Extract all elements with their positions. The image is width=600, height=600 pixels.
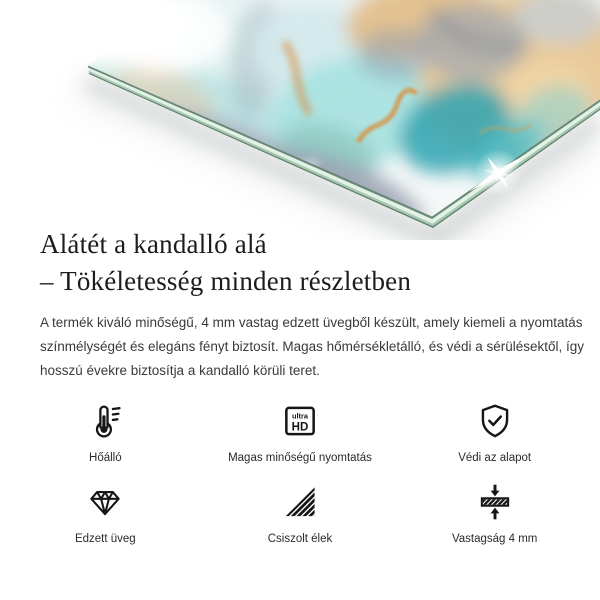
shield-check-icon [474,400,516,442]
ultra-hd-icon-text-top: ultra [292,411,308,421]
page-title-line1: Alátét a kandalló alá [40,229,267,259]
page-title-line2: – Tökéletesség minden részletben [40,266,412,296]
feature-grid [8,400,592,546]
feature-label: Védi az alapot [458,452,532,464]
feature-label: Vastagság 4 mm [451,533,538,545]
thermometer-icon [84,400,126,442]
feature-tempered-glass [8,481,203,546]
thickness-arrows-icon [474,481,516,523]
feature-base-protection [397,400,592,465]
ultra-hd-icon-text-bottom: HD [291,421,309,434]
description-line: színmélységét és elegáns fényt biztosít. Magas hőmérsékletálló, és védi a sérülésektől, így [40,339,585,354]
feature-label: Hőálló [89,452,122,464]
feature-polished-edges [203,481,398,546]
feature-label: Csiszolt élek [267,533,333,545]
feature-label: Magas minőségű nyomtatás [228,452,372,464]
feature-thickness [397,481,592,546]
diamond-icon [84,481,126,523]
description-line: A termék kiváló minőségű, 4 mm vastag edzett üvegből készült, amely kiemeli a nyomtatás [40,315,583,330]
ultra-hd-icon [279,400,321,442]
page-title [40,226,411,300]
feature-print-quality [203,400,398,465]
description-line: hosszú évekre biztosítja a kandalló körüli teret. [40,363,320,378]
product-hero-image [0,0,600,240]
product-description [40,311,584,383]
feature-label: Edzett üveg [74,533,136,545]
polished-edges-icon [279,481,321,523]
feature-heat-resistant [8,400,203,465]
